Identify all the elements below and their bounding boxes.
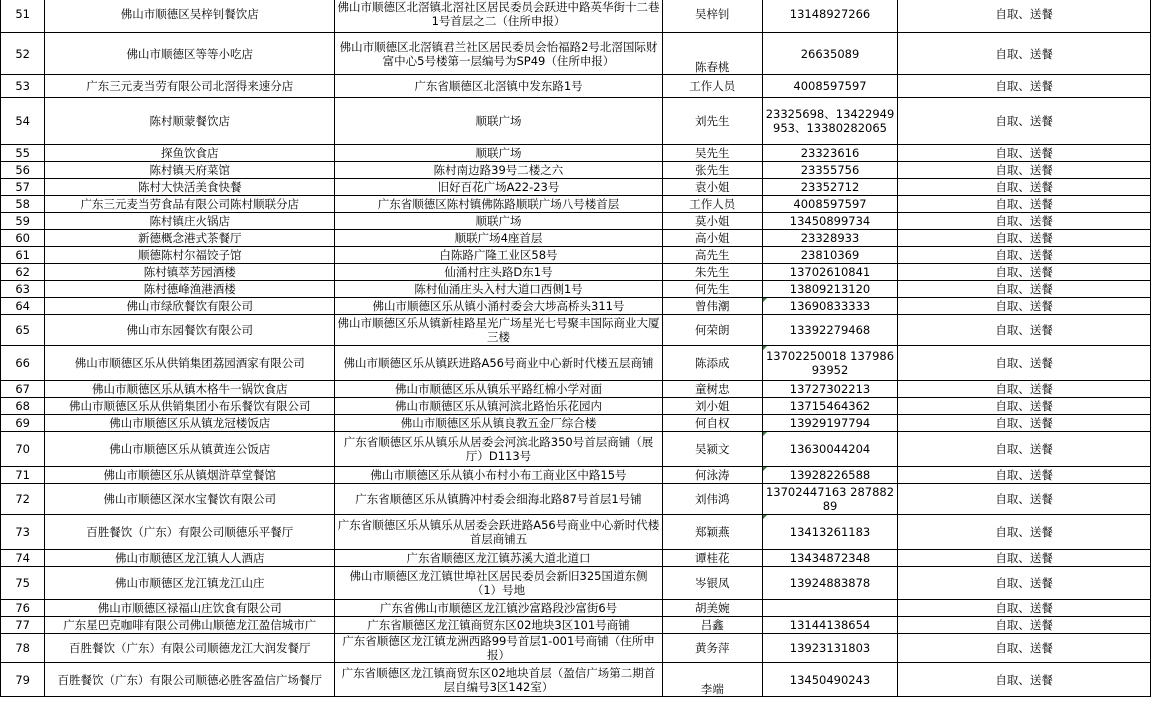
restaurant-address: 陈村南边路39号二楼之六 bbox=[335, 162, 662, 179]
table-edge bbox=[1151, 600, 1163, 617]
table-edge bbox=[1151, 415, 1163, 432]
table-edge bbox=[1151, 315, 1163, 346]
row-number: 57 bbox=[1, 179, 45, 196]
row-number: 60 bbox=[1, 230, 45, 247]
row-number: 76 bbox=[1, 600, 45, 617]
table-row bbox=[1, 281, 1163, 298]
phone-number: 13727302213 bbox=[762, 381, 897, 398]
contact-person: 刘伟鸿 bbox=[662, 484, 762, 515]
restaurant-address: 顺联广场 bbox=[335, 213, 662, 230]
restaurant-address: 佛山市顺德区乐从镇新桂路星光广场星光七号聚丰国际商业大厦三楼 bbox=[335, 315, 662, 346]
row-number: 77 bbox=[1, 617, 45, 634]
contact-person: 刘先生 bbox=[662, 98, 762, 145]
row-number: 67 bbox=[1, 381, 45, 398]
phone-number: 26635089 bbox=[762, 33, 897, 75]
row-number: 53 bbox=[1, 75, 45, 98]
phone-number: 23325698、13422949953、13380282065 bbox=[762, 98, 897, 145]
service-type: 自取、送餐 bbox=[898, 381, 1151, 398]
row-number: 75 bbox=[1, 567, 45, 600]
phone-number: 13450899734 bbox=[762, 213, 897, 230]
service-type: 自取、送餐 bbox=[898, 550, 1151, 567]
table-edge bbox=[1151, 346, 1163, 381]
service-type: 自取、送餐 bbox=[898, 600, 1151, 617]
restaurant-address: 佛山市顺德区北滘镇君兰社区居民委员会怡福路2号北滘国际财富中心5号楼第一层编号为SP49（住所申报） bbox=[335, 33, 662, 75]
table-edge bbox=[1151, 550, 1163, 567]
phone-number: 13630044204 bbox=[762, 432, 897, 467]
table-edge bbox=[1151, 179, 1163, 196]
contact-person: 工作人员 bbox=[662, 196, 762, 213]
restaurant-address: 顺联广场4座首层 bbox=[335, 230, 662, 247]
phone-number: 13702447163 28788289 bbox=[762, 484, 897, 515]
phone-number: 13392279468 bbox=[762, 315, 897, 346]
phone-number: 23352712 bbox=[762, 179, 897, 196]
service-type: 自取、送餐 bbox=[898, 33, 1151, 75]
phone-number: 13929197794 bbox=[762, 415, 897, 432]
contact-person: 陈春桃 bbox=[662, 33, 762, 75]
contact-person: 胡美婉 bbox=[662, 600, 762, 617]
table-edge bbox=[1151, 145, 1163, 162]
table-row bbox=[1, 484, 1163, 515]
restaurant-address: 佛山市顺德区龙江镇世埠社区居民委员会新旧325国道东侧（1）号地 bbox=[335, 567, 662, 600]
restaurant-address: 佛山市顺德区乐从镇良教五金厂综合楼 bbox=[335, 415, 662, 432]
service-type: 自取、送餐 bbox=[898, 179, 1151, 196]
table-edge bbox=[1151, 617, 1163, 634]
contact-person: 郑颖燕 bbox=[662, 515, 762, 550]
row-number: 70 bbox=[1, 432, 45, 467]
restaurant-name: 顺德陈村尔福饺子馆 bbox=[45, 247, 335, 264]
restaurant-address: 广东省顺德区龙江镇商贸东区02地块3区101号商铺 bbox=[335, 617, 662, 634]
restaurant-address: 佛山市顺德区乐从镇乐平路红棉小学对面 bbox=[335, 381, 662, 398]
phone-number: 13434872348 bbox=[762, 550, 897, 567]
row-number: 58 bbox=[1, 196, 45, 213]
phone-number: 13413261183 bbox=[762, 515, 897, 550]
row-number: 63 bbox=[1, 281, 45, 298]
table-row bbox=[1, 315, 1163, 346]
restaurant-name: 佛山市东园餐饮有限公司 bbox=[45, 315, 335, 346]
restaurant-name: 陈村镇庄火锅店 bbox=[45, 213, 335, 230]
table-row bbox=[1, 550, 1163, 567]
restaurant-address: 广东省顺德区龙江镇龙洲西路99号首层1-001号商铺（住所申报） bbox=[335, 634, 662, 663]
restaurant-address: 顺联广场 bbox=[335, 145, 662, 162]
restaurant-address: 旧好百花广场A22-23号 bbox=[335, 179, 662, 196]
service-type: 自取、送餐 bbox=[898, 264, 1151, 281]
restaurant-name: 佛山市顺德区龙江镇龙江山庄 bbox=[45, 567, 335, 600]
restaurant-address: 广东省顺德区龙江镇苏溪大道北道口 bbox=[335, 550, 662, 567]
service-type: 自取、送餐 bbox=[898, 281, 1151, 298]
service-type: 自取、送餐 bbox=[898, 663, 1151, 697]
row-number: 61 bbox=[1, 247, 45, 264]
contact-person: 吴颍文 bbox=[662, 432, 762, 467]
table-edge bbox=[1151, 230, 1163, 247]
row-number: 51 bbox=[1, 0, 45, 33]
restaurant-address: 仙涌村庄头路D东1号 bbox=[335, 264, 662, 281]
restaurant-address: 广东省佛山市顺德区龙江镇沙富路段沙富街6号 bbox=[335, 600, 662, 617]
row-number: 66 bbox=[1, 346, 45, 381]
contact-person: 陈添成 bbox=[662, 346, 762, 381]
service-type: 自取、送餐 bbox=[898, 0, 1151, 33]
table-row bbox=[1, 634, 1163, 663]
restaurant-address: 佛山市顺德区乐从镇跃进路A56号商业中心新时代楼五层商铺 bbox=[335, 346, 662, 381]
row-number: 56 bbox=[1, 162, 45, 179]
table-edge bbox=[1151, 264, 1163, 281]
restaurant-name: 佛山市顺德区乐从镇烟浒草堂餐馆 bbox=[45, 467, 335, 484]
phone-number: 23323616 bbox=[762, 145, 897, 162]
table-row bbox=[1, 298, 1163, 315]
restaurant-name: 佛山市顺德区乐从镇黄连公饭店 bbox=[45, 432, 335, 467]
service-type: 自取、送餐 bbox=[898, 484, 1151, 515]
table-row bbox=[1, 432, 1163, 467]
contact-person: 谭桂花 bbox=[662, 550, 762, 567]
row-number: 59 bbox=[1, 213, 45, 230]
row-number: 62 bbox=[1, 264, 45, 281]
table-edge bbox=[1151, 213, 1163, 230]
row-number: 78 bbox=[1, 634, 45, 663]
service-type: 自取、送餐 bbox=[898, 145, 1151, 162]
service-type: 自取、送餐 bbox=[898, 298, 1151, 315]
restaurant-name: 百胜餐饮（广东）有限公司顺德必胜客盈信广场餐厅 bbox=[45, 663, 335, 697]
service-type: 自取、送餐 bbox=[898, 467, 1151, 484]
phone-number: 13144138654 bbox=[762, 617, 897, 634]
table-row bbox=[1, 213, 1163, 230]
contact-person: 黄务萍 bbox=[662, 634, 762, 663]
phone-number: 13702250018 13798693952 bbox=[762, 346, 897, 381]
contact-person: 工作人员 bbox=[662, 75, 762, 98]
restaurant-name: 陈村大快活美食快餐 bbox=[45, 179, 335, 196]
contact-person: 吴梓钊 bbox=[662, 0, 762, 33]
service-type: 自取、送餐 bbox=[898, 415, 1151, 432]
table-edge bbox=[1151, 515, 1163, 550]
restaurant-address: 广东省顺德区乐从镇腾冲村委会细海北路87号首层1号铺 bbox=[335, 484, 662, 515]
row-number: 55 bbox=[1, 145, 45, 162]
phone-number: 4008597597 bbox=[762, 75, 897, 98]
service-type: 自取、送餐 bbox=[898, 432, 1151, 467]
phone-number: 13450490243 bbox=[762, 663, 897, 697]
restaurant-name: 佛山市顺德区吴梓钊餐饮店 bbox=[45, 0, 335, 33]
restaurant-name: 佛山市顺德区等等小吃店 bbox=[45, 33, 335, 75]
restaurant-name: 陈村顺蒙餐饮店 bbox=[45, 98, 335, 145]
table-edge bbox=[1151, 381, 1163, 398]
restaurant-address: 广东省顺德区乐从镇乐从居委会河滨北路350号首层商铺（展厅）D113号 bbox=[335, 432, 662, 467]
service-type: 自取、送餐 bbox=[898, 75, 1151, 98]
row-number: 72 bbox=[1, 484, 45, 515]
restaurant-name: 佛山市绿欣餐饮有限公司 bbox=[45, 298, 335, 315]
table-row bbox=[1, 346, 1163, 381]
phone-number: 13924883878 bbox=[762, 567, 897, 600]
table-edge bbox=[1151, 398, 1163, 415]
table-row bbox=[1, 75, 1163, 98]
table-row bbox=[1, 663, 1163, 697]
row-number: 52 bbox=[1, 33, 45, 75]
table-row bbox=[1, 398, 1163, 415]
restaurant-name: 百胜餐饮（广东）有限公司顺德乐平餐厅 bbox=[45, 515, 335, 550]
table-row bbox=[1, 230, 1163, 247]
table-row bbox=[1, 264, 1163, 281]
restaurant-address: 顺联广场 bbox=[335, 98, 662, 145]
table-edge bbox=[1151, 98, 1163, 145]
contact-person: 何泳涛 bbox=[662, 467, 762, 484]
row-number: 69 bbox=[1, 415, 45, 432]
service-type: 自取、送餐 bbox=[898, 617, 1151, 634]
table-row bbox=[1, 98, 1163, 145]
phone-number: 23328933 bbox=[762, 230, 897, 247]
service-type: 自取、送餐 bbox=[898, 213, 1151, 230]
contact-person: 高先生 bbox=[662, 247, 762, 264]
service-type: 自取、送餐 bbox=[898, 315, 1151, 346]
table-edge bbox=[1151, 162, 1163, 179]
phone-number: 13923131803 bbox=[762, 634, 897, 663]
restaurant-name: 佛山市顺德区乐从镇木格牛一锅饮食店 bbox=[45, 381, 335, 398]
row-number: 74 bbox=[1, 550, 45, 567]
row-number: 64 bbox=[1, 298, 45, 315]
table-row bbox=[1, 196, 1163, 213]
table-row bbox=[1, 515, 1163, 550]
restaurant-address: 佛山市顺德区乐从镇小布村小布工商业区中路15号 bbox=[335, 467, 662, 484]
restaurant-name: 广东三元麦当劳有限公司北滘得来速分店 bbox=[45, 75, 335, 98]
contact-person: 何自权 bbox=[662, 415, 762, 432]
restaurant-address: 广东省顺德区北滘镇中发东路1号 bbox=[335, 75, 662, 98]
table-edge bbox=[1151, 467, 1163, 484]
service-type: 自取、送餐 bbox=[898, 230, 1151, 247]
table-row bbox=[1, 381, 1163, 398]
table-edge bbox=[1151, 0, 1163, 33]
contact-person: 吕鑫 bbox=[662, 617, 762, 634]
table-row bbox=[1, 617, 1163, 634]
restaurant-address: 佛山市顺德区乐从镇小涌村委会大埗高桥头311号 bbox=[335, 298, 662, 315]
phone-number: 23355756 bbox=[762, 162, 897, 179]
service-type: 自取、送餐 bbox=[898, 162, 1151, 179]
phone-number: 4008597597 bbox=[762, 196, 897, 213]
contact-person: 岑银凤 bbox=[662, 567, 762, 600]
table-edge bbox=[1151, 567, 1163, 600]
restaurant-name: 百胜餐饮（广东）有限公司顺德龙江大润发餐厅 bbox=[45, 634, 335, 663]
table-edge bbox=[1151, 75, 1163, 98]
contact-person: 刘小姐 bbox=[662, 398, 762, 415]
service-type: 自取、送餐 bbox=[898, 247, 1151, 264]
contact-person: 何荣朗 bbox=[662, 315, 762, 346]
service-type: 自取、送餐 bbox=[898, 346, 1151, 381]
restaurant-name: 广东三元麦当劳食品有限公司陈村顺联分店 bbox=[45, 196, 335, 213]
row-number: 68 bbox=[1, 398, 45, 415]
service-type: 自取、送餐 bbox=[898, 515, 1151, 550]
restaurant-name: 探鱼饮食店 bbox=[45, 145, 335, 162]
row-number: 71 bbox=[1, 467, 45, 484]
phone-number: 13148927266 bbox=[762, 0, 897, 33]
phone-number: 13809213120 bbox=[762, 281, 897, 298]
restaurant-address: 广东省顺德区龙江镇商贸东区02地块首层（盈信广场第二期首层自编号3区142室） bbox=[335, 663, 662, 697]
table-edge bbox=[1151, 634, 1163, 663]
restaurant-name: 佛山市顺德区乐从供销集团小布乐餐饮有限公司 bbox=[45, 398, 335, 415]
contact-person: 高小姐 bbox=[662, 230, 762, 247]
restaurant-name: 佛山市顺德区龙江镇人人酒店 bbox=[45, 550, 335, 567]
contact-person: 莫小姐 bbox=[662, 213, 762, 230]
service-type: 自取、送餐 bbox=[898, 398, 1151, 415]
table-row bbox=[1, 415, 1163, 432]
phone-number: 23810369 bbox=[762, 247, 897, 264]
table-row bbox=[1, 567, 1163, 600]
restaurant-address: 白陈路广隆工业区58号 bbox=[335, 247, 662, 264]
table-edge bbox=[1151, 247, 1163, 264]
restaurant-name: 陈村镇萃芳园酒楼 bbox=[45, 264, 335, 281]
restaurant-name: 佛山市顺德区深水宝餐饮有限公司 bbox=[45, 484, 335, 515]
phone-number: 13690833333 bbox=[762, 298, 897, 315]
table-body bbox=[1, 0, 1163, 697]
restaurant-name: 佛山市顺德区乐从供销集团荔园酒家有限公司 bbox=[45, 346, 335, 381]
phone-number: 13928226588 bbox=[762, 467, 897, 484]
row-number: 79 bbox=[1, 663, 45, 697]
service-type: 自取、送餐 bbox=[898, 634, 1151, 663]
contact-person: 曾伟潮 bbox=[662, 298, 762, 315]
table-row bbox=[1, 33, 1163, 75]
restaurant-address: 陈村仙涌庄头入村大道口西侧1号 bbox=[335, 281, 662, 298]
phone-number bbox=[762, 600, 897, 617]
restaurant-address: 广东省顺德区陈村镇佛陈路顺联广场八号楼首层 bbox=[335, 196, 662, 213]
restaurant-name: 广东星巴克咖啡有限公司佛山顺德龙江盈信城市广 bbox=[45, 617, 335, 634]
table-row bbox=[1, 0, 1163, 33]
table-row bbox=[1, 247, 1163, 264]
restaurant-name: 佛山市顺德区禄福山庄饮食有限公司 bbox=[45, 600, 335, 617]
row-number: 65 bbox=[1, 315, 45, 346]
phone-number: 13702610841 bbox=[762, 264, 897, 281]
table-row bbox=[1, 467, 1163, 484]
service-type: 自取、送餐 bbox=[898, 567, 1151, 600]
service-type: 自取、送餐 bbox=[898, 98, 1151, 145]
restaurant-name: 陈村镇天府菜馆 bbox=[45, 162, 335, 179]
contact-person: 童树忠 bbox=[662, 381, 762, 398]
table-edge bbox=[1151, 281, 1163, 298]
restaurant-address: 佛山市顺德区北滘镇北滘社区居民委员会跃进中路英华街十二巷1号首层之二（住所申报） bbox=[335, 0, 662, 33]
row-number: 54 bbox=[1, 98, 45, 145]
table-row bbox=[1, 145, 1163, 162]
restaurant-name: 陈村德峰渔港酒楼 bbox=[45, 281, 335, 298]
service-type: 自取、送餐 bbox=[898, 196, 1151, 213]
contact-person: 何先生 bbox=[662, 281, 762, 298]
contact-person: 朱先生 bbox=[662, 264, 762, 281]
table-edge bbox=[1151, 196, 1163, 213]
restaurant-name: 新德概念港式茶餐厅 bbox=[45, 230, 335, 247]
table-row bbox=[1, 179, 1163, 196]
table-edge bbox=[1151, 33, 1163, 75]
table-edge bbox=[1151, 298, 1163, 315]
contact-person: 吴先生 bbox=[662, 145, 762, 162]
phone-number: 13715464362 bbox=[762, 398, 897, 415]
restaurant-address: 佛山市顺德区乐从镇河滨北路怡乐花园内 bbox=[335, 398, 662, 415]
table-row bbox=[1, 162, 1163, 179]
restaurant-name: 佛山市顺德区乐从镇龙冠楼饭店 bbox=[45, 415, 335, 432]
table-edge bbox=[1151, 432, 1163, 467]
contact-person: 张先生 bbox=[662, 162, 762, 179]
table-edge bbox=[1151, 484, 1163, 515]
table-row bbox=[1, 600, 1163, 617]
contact-person: 李端 bbox=[662, 663, 762, 697]
table-edge bbox=[1151, 663, 1163, 697]
row-number: 73 bbox=[1, 515, 45, 550]
restaurant-address: 广东省顺德区乐从镇乐从居委会跃进路A56号商业中心新时代楼首层商铺五 bbox=[335, 515, 662, 550]
contact-person: 袁小姐 bbox=[662, 179, 762, 196]
